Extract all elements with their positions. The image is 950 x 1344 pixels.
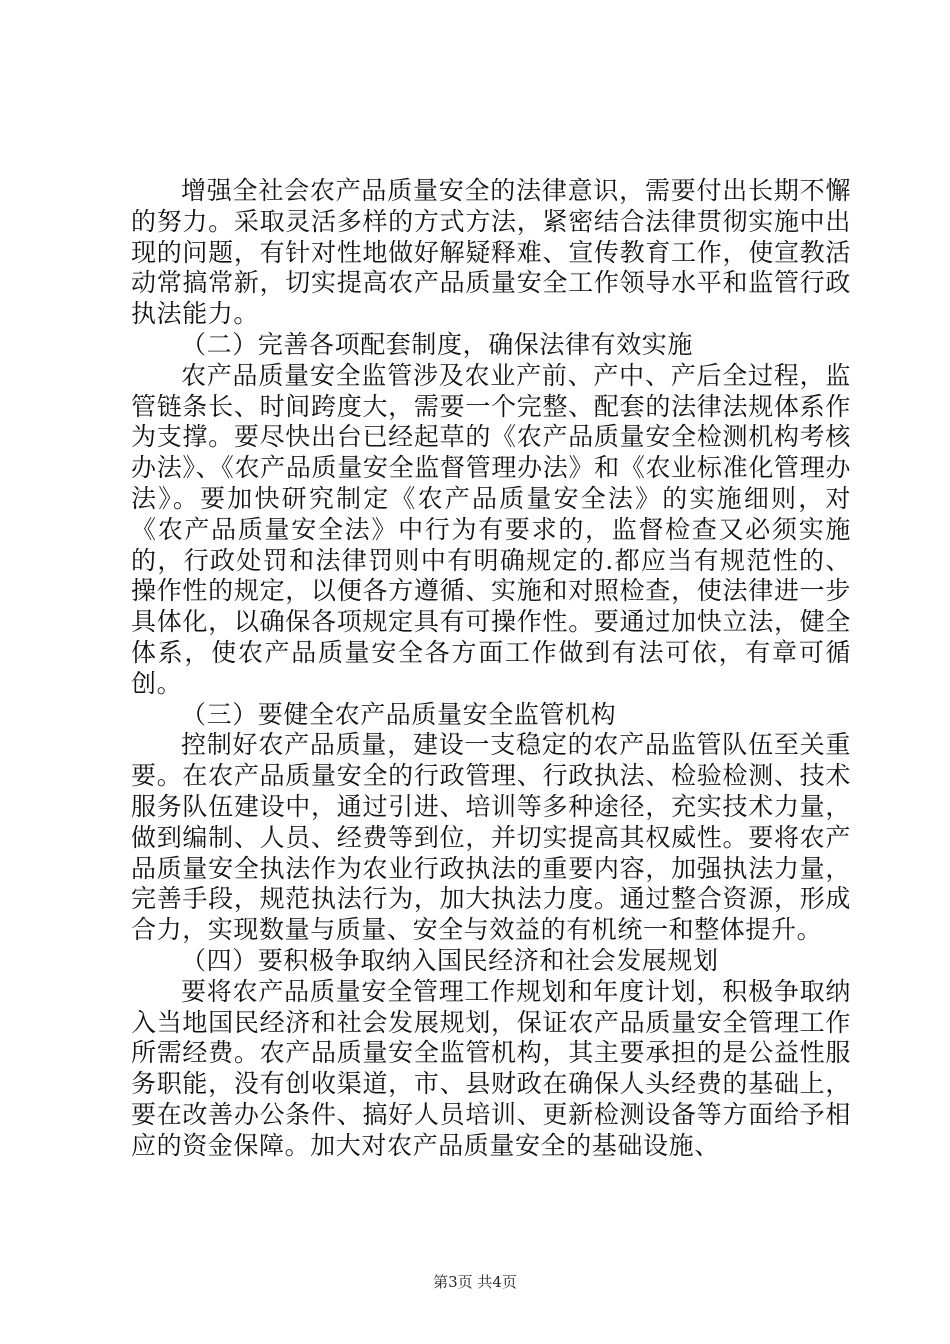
- section-heading-4: （四）要积极争取纳入国民经济和社会发展规划: [181, 945, 719, 975]
- document-body: [131, 176, 851, 1162]
- paragraph-supporting-systems: 农产品质量安全监管涉及农业产前、产中、产后全过程，监管链条长、时间跨度大，需要一个完整、配套的法律法规体系作为支撑。要尽快出台已经起草的《农产品质量安全检测机构考核办法》、《农产品质量安全监督管理办法》和《农业标准化管理办法》。要加快研究制定《农产品质量安全法》的实施细则，对《农产品质量安全法》中行为有要求的，监督检查又必须实施的，行政处罚和法律罚则中有明确规定的.都应当有规范性的、操作性的规定，以便各方遵循、实施和对照检查，使法律进一步具体化，以确保各项规定具有可操作性。要通过加快立法，健全体系，使农产品质量安全各方面工作做到有法可依，有章可循创。: [131, 360, 851, 698]
- paragraph-supervision-agencies: 控制好农产品质量，建设一支稳定的农产品监管队伍至关重要。在农产品质量安全的行政管理、行政执法、检验检测、技术服务队伍建设中，通过引进、培训等多种途径，充实技术力量，做到编制、人员、经费等到位，并切实提高其权威性。要将农产品质量安全执法作为农业行政执法的重要内容，加强执法力量，完善手段，规范执法行为，加大执法力度。通过整合资源，形成合力，实现数量与质量、安全与效益的有机统一和整体提升。: [131, 730, 851, 945]
- paragraph-public-awareness: 增强全社会农产品质量安全的法律意识，需要付出长期不懈的努力。采取灵活多样的方式方法，紧密结合法律贯彻实施中出现的问题，有针对性地做好解疑释难、宣传教育工作，使宣教活动常搞常新，切实提高农产品质量安全工作领导水平和监管行政执法能力。: [131, 176, 851, 329]
- section-heading-3: （三）要健全农产品质量安全监管机构: [181, 699, 617, 729]
- paragraph-development-planning: 要将农产品质量安全管理工作规划和年度计划，积极争取纳入当地国民经济和社会发展规划，保证农产品质量安全管理工作所需经费。农产品质量安全监管机构，其主要承担的是公益性服务职能，没有创收渠道，市、县财政在确保人头经费的基础上，要在改善办公条件、搞好人员培训、更新检测设备等方面给予相应的资金保障。加大对农产品质量安全的基础设施、: [131, 976, 851, 1160]
- section-heading-2: （二）完善各项配套制度，确保法律有效实施: [181, 329, 694, 359]
- page-number-footer: 第3页 共4页: [433, 1273, 517, 1291]
